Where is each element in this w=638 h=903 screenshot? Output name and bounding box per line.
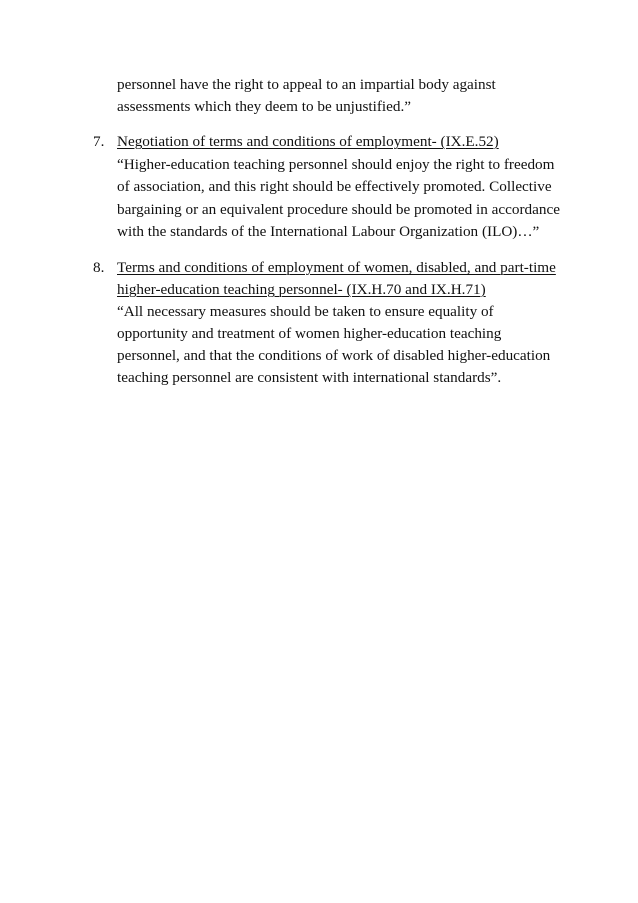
item-quote-line: teaching personnel are consistent with international standards”. <box>117 369 502 386</box>
item-quote-line: opportunity and treatment of women higher-education teaching <box>117 325 502 342</box>
item-heading: Terms and conditions of employment of women, disabled, and part-time <box>117 259 556 276</box>
item-quote-line: bargaining or an equivalent procedure should be promoted in accordance <box>117 201 560 218</box>
item-quote-line: “Higher-education teaching personnel should enjoy the right to freedom <box>117 156 555 173</box>
item-heading: higher-education teaching personnel- (IX.H.70 and IX.H.71) <box>117 281 486 298</box>
item-quote-line: personnel, and that the conditions of work of disabled higher-education <box>117 347 551 364</box>
continuation-line: personnel have the right to appeal to an impartial body against <box>117 76 496 93</box>
item-quote-line: of association, and this right should be effectively promoted. Collective <box>117 178 552 195</box>
item-heading: Negotiation of terms and conditions of employment- (IX.E.52) <box>117 133 499 150</box>
list-item-number: 7. <box>93 133 105 150</box>
continuation-line: assessments which they deem to be unjustified.” <box>117 98 411 115</box>
item-quote-line: with the standards of the International Labour Organization (ILO)…” <box>117 223 540 240</box>
list-item-number: 8. <box>93 259 105 276</box>
item-quote-line: “All necessary measures should be taken to ensure equality of <box>117 303 494 320</box>
